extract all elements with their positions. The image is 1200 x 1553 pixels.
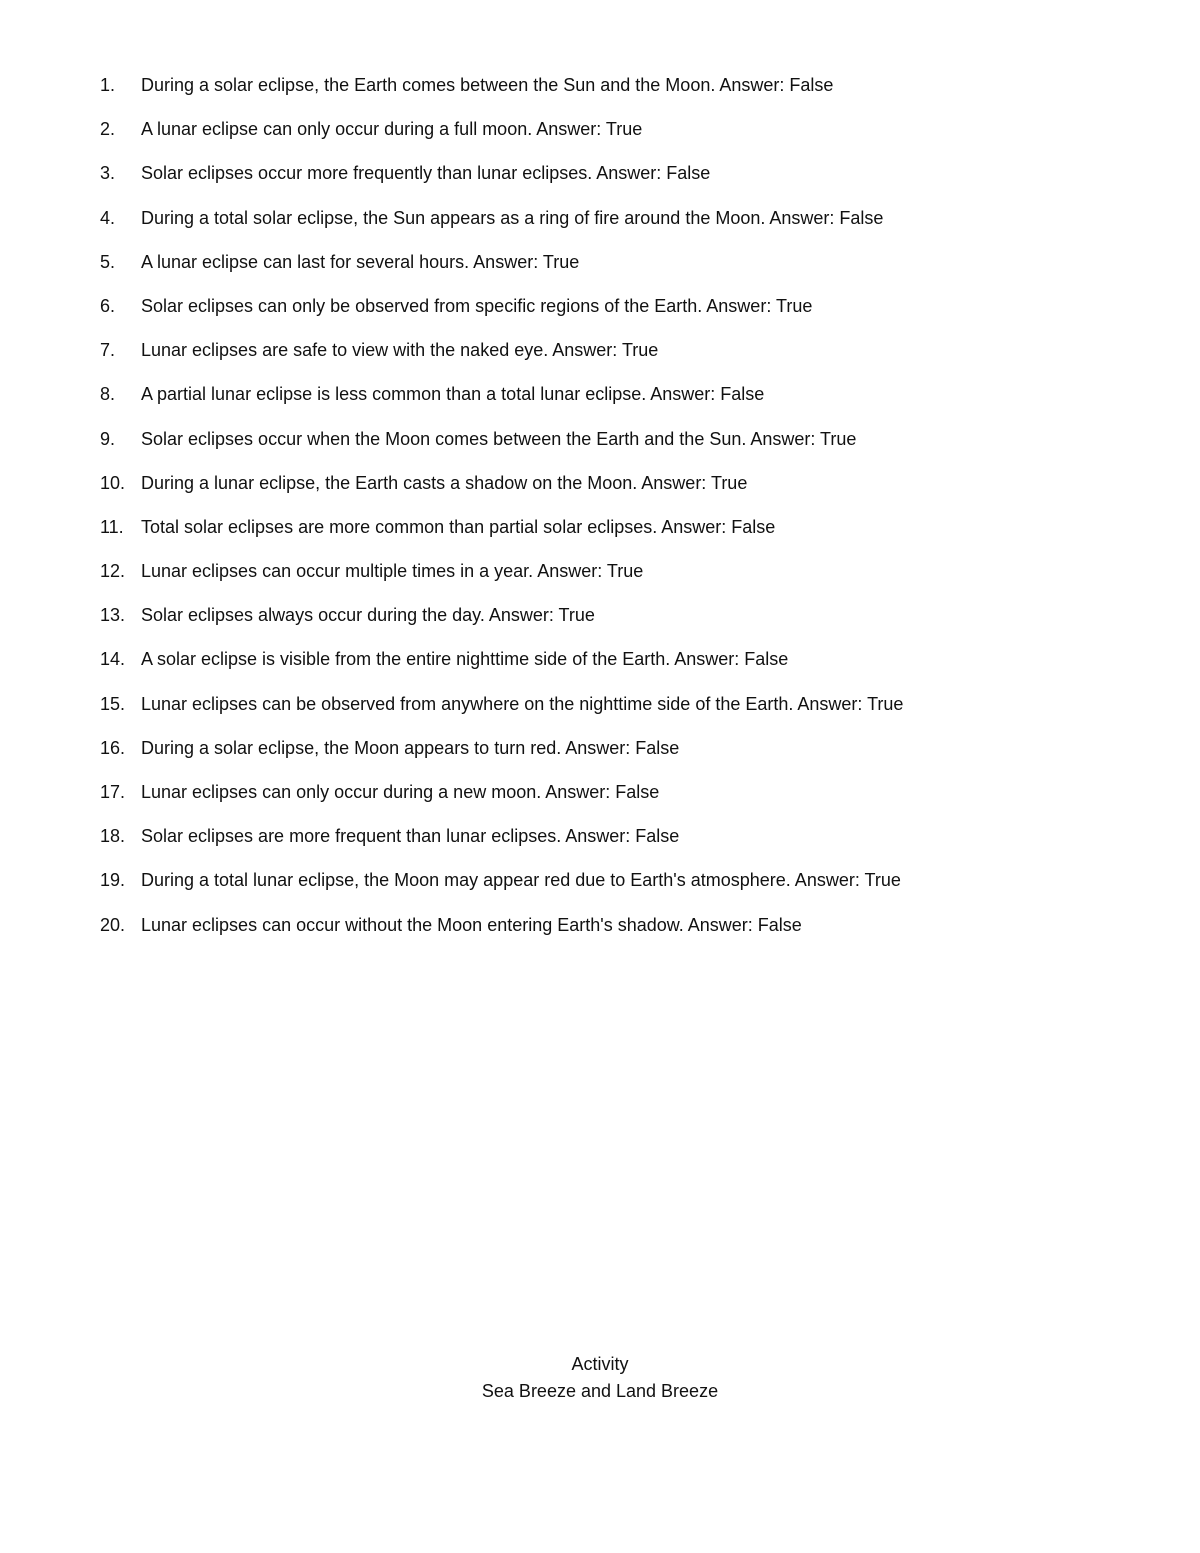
question-number: 12.: [100, 561, 126, 582]
question-item: [100, 427, 1100, 471]
question-text: Solar eclipses occur when the Moon comes between the Earth and the Sun. Answer: True: [141, 428, 857, 449]
question-text: Lunar eclipses can occur without the Moon entering Earth's shadow. Answer: False: [141, 914, 802, 935]
question-item: [100, 515, 1100, 559]
question-number: 15.: [100, 693, 126, 714]
question-text: A solar eclipse is visible from the entire nighttime side of the Earth. Answer: False: [141, 649, 789, 670]
question-text: Solar eclipses are more frequent than lunar eclipses. Answer: False: [141, 826, 680, 847]
question-item: [100, 647, 1100, 691]
question-text: A lunar eclipse can only occur during a full moon. Answer: True: [141, 119, 643, 140]
question-number: 20.: [100, 914, 126, 935]
question-list: [100, 73, 1100, 957]
question-item: [100, 338, 1100, 382]
question-item: [100, 824, 1100, 868]
question-text: Lunar eclipses can be observed from anywhere on the nighttime side of the Earth. Answer: True: [141, 693, 904, 714]
question-number: 19.: [100, 870, 126, 891]
question-item: [100, 161, 1100, 205]
question-text: During a lunar eclipse, the Earth casts a shadow on the Moon. Answer: True: [141, 472, 748, 493]
question-number: 2.: [100, 119, 116, 140]
question-number: 17.: [100, 782, 126, 802]
question-item: [100, 603, 1100, 647]
question-item: [100, 294, 1100, 338]
question-item: [100, 73, 1100, 117]
question-text: Lunar eclipses can only occur during a new moon. Answer: False: [141, 782, 660, 802]
question-item: [100, 559, 1100, 603]
question-text: Solar eclipses occur more frequently than lunar eclipses. Answer: False: [141, 163, 711, 184]
activity-subtitle: Sea Breeze and Land Breeze: [481, 1381, 719, 1401]
question-text: Total solar eclipses are more common than partial solar eclipses. Answer: False: [141, 516, 776, 537]
question-text: A partial lunar eclipse is less common than a total lunar eclipse. Answer: False: [141, 384, 765, 405]
question-number: 13.: [100, 605, 126, 626]
question-item: [100, 692, 1100, 736]
question-item: [100, 250, 1100, 294]
activity-section: [0, 1351, 1200, 1405]
question-number: 4.: [100, 207, 116, 228]
question-number: 5.: [100, 251, 116, 272]
question-text: During a total solar eclipse, the Sun appears as a ring of fire around the Moon. Answer: False: [141, 207, 884, 228]
question-item: [100, 117, 1100, 161]
question-item: [100, 206, 1100, 250]
question-number: 8.: [100, 384, 116, 405]
question-number: 18.: [100, 826, 126, 847]
activity-title: Activity: [571, 1354, 629, 1374]
question-text: Lunar eclipses can occur multiple times in a year. Answer: True: [141, 561, 644, 582]
question-number: 14.: [100, 649, 126, 670]
question-item: [100, 382, 1100, 426]
question-number: 3.: [100, 163, 116, 184]
question-item: [100, 736, 1100, 780]
question-item: [100, 780, 1100, 824]
question-item: [100, 868, 1100, 912]
question-text: Solar eclipses can only be observed from specific regions of the Earth. Answer: True: [141, 295, 813, 316]
question-number: 6.: [100, 295, 116, 316]
question-text: During a solar eclipse, the Earth comes between the Sun and the Moon. Answer: False: [141, 75, 834, 95]
question-number: 10.: [100, 472, 126, 493]
question-text: Lunar eclipses are safe to view with the naked eye. Answer: True: [141, 340, 659, 361]
question-number: 11.: [100, 516, 124, 537]
question-item: [100, 471, 1100, 515]
question-item: [100, 913, 1100, 957]
question-text: During a total lunar eclipse, the Moon may appear red due to Earth's atmosphere. Answer: True: [141, 870, 901, 891]
question-number: 9.: [100, 428, 116, 449]
question-text: During a solar eclipse, the Moon appears to turn red. Answer: False: [141, 737, 680, 758]
question-text: A lunar eclipse can last for several hours. Answer: True: [141, 251, 580, 272]
question-text: Solar eclipses always occur during the day. Answer: True: [141, 605, 595, 626]
question-number: 16.: [100, 737, 126, 758]
question-number: 1.: [100, 75, 116, 95]
question-number: 7.: [100, 340, 116, 361]
